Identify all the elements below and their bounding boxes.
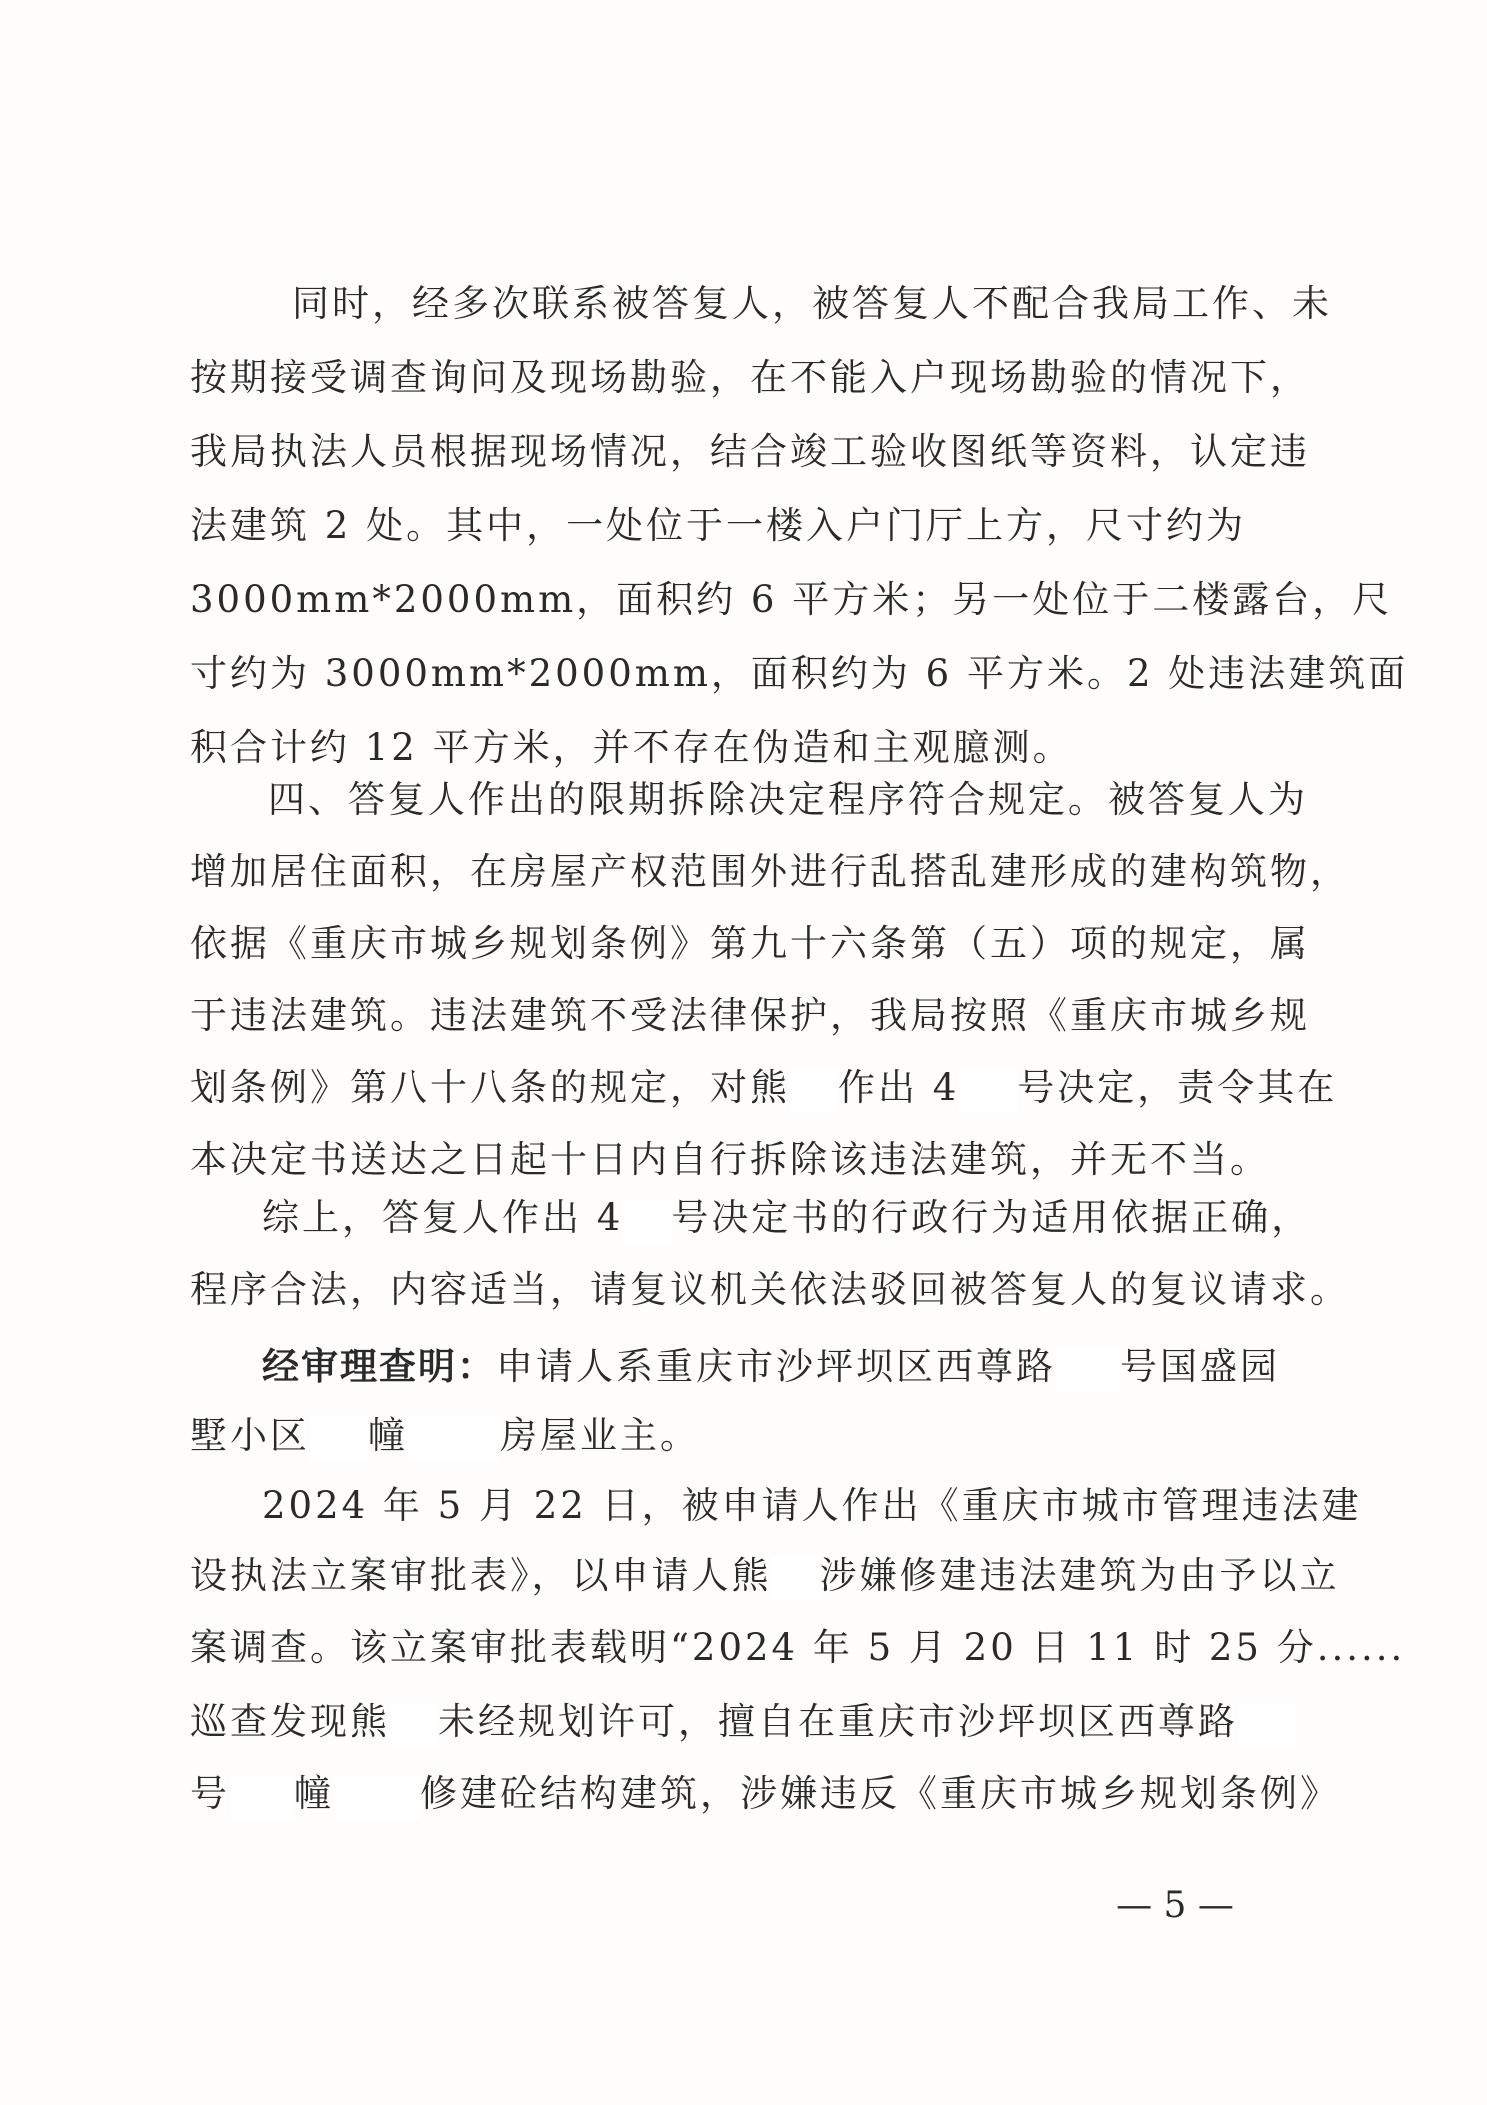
text-line: 依据《重庆市城乡规划条例》第九十六条第（五）项的规定，属	[190, 922, 1310, 965]
redaction-box	[310, 1417, 368, 1461]
text-segment: 幢	[368, 1414, 408, 1457]
text-segment: 号决定书的行政行为适用依据正确，	[671, 1196, 1312, 1239]
text-segment: 涉嫌修建违法建筑为由予以立	[819, 1554, 1340, 1597]
text-segment: 作出 4	[838, 1066, 960, 1109]
text-segment: 墅小区	[190, 1414, 310, 1457]
redaction-box	[334, 1775, 420, 1819]
text-line: 积合计约 12 平方米，并不存在伪造和主观臆测。	[190, 726, 1073, 769]
text-segment: 巡查发现熊	[190, 1700, 390, 1743]
page-number: — 5 —	[1116, 1885, 1234, 1926]
text-segment: 设执法立案审批表》，以申请人熊	[190, 1554, 772, 1597]
section-lead: 经审理查明：	[262, 1344, 496, 1388]
text-line: 按期接受调查询问及现场勘验，在不能入户现场勘验的情况下，	[190, 356, 1310, 399]
text-segment: 号	[190, 1772, 230, 1815]
text-line: 同时，经多次联系被答复人，被答复人不配合我局工作、未	[292, 282, 1332, 325]
text-segment: 申请人系重庆市沙坪坝区西尊路	[496, 1345, 1056, 1388]
text-line: 程序合法，内容适当，请复议机关依法驳回被答复人的复议请求。	[190, 1268, 1350, 1311]
redaction-box	[1056, 1348, 1120, 1392]
text-line: 2024 年 5 月 22 日，被申请人作出《重庆市城市管理违法建	[262, 1484, 1362, 1527]
text-line	[190, 1686, 1315, 1758]
text-line	[190, 1052, 1338, 1124]
text-segment: 划条例》第八十八条的规定，对熊	[190, 1066, 790, 1109]
text-line: 3000mm*2000mm，面积约 6 平方米；另一处位于二楼露台，尺	[190, 578, 1393, 621]
text-line: 我局执法人员根据现场情况，结合竣工验收图纸等资料，认定违	[190, 430, 1310, 473]
text-segment: 号决定，责令其在	[1017, 1066, 1338, 1109]
redaction-box	[390, 1703, 438, 1747]
redaction-box	[959, 1069, 1017, 1113]
redaction-box	[408, 1417, 500, 1461]
redaction-box	[790, 1069, 838, 1113]
text-line: 四、答复人作出的限期拆除决定程序符合规定。被答复人为	[268, 778, 1308, 821]
redaction-box	[772, 1557, 820, 1601]
text-line: 于违法建筑。违法建筑不受法律保护，我局按照《重庆市城乡规	[190, 994, 1310, 1037]
text-segment: 修建砼结构建筑，涉嫌违反《重庆市城乡规划条例》	[420, 1772, 1340, 1815]
text-line: 寸约为 3000mm*2000mm，面积约为 6 平方米。2 处违法建筑面	[190, 652, 1409, 695]
text-line	[190, 1758, 1340, 1830]
text-line: 案调查。该立案审批表载明“2024 年 5 月 20 日 11 时 25 分......	[190, 1626, 1406, 1669]
text-segment: 幢	[294, 1772, 334, 1815]
redaction-box	[623, 1199, 671, 1243]
text-line	[190, 1540, 1340, 1612]
text-segment: 未经规划许可，擅自在重庆市沙坪坝区西尊路	[438, 1700, 1238, 1743]
text-segment: 号国盛园	[1120, 1345, 1280, 1388]
redaction-box	[230, 1775, 294, 1819]
text-segment: 房屋业主。	[500, 1414, 700, 1457]
text-line	[190, 1400, 1315, 1472]
text-line: 本决定书送达之日起十日内自行拆除该违法建筑，并无不当。	[190, 1138, 1270, 1181]
redaction-box	[1238, 1703, 1296, 1747]
text-line: 增加居住面积，在房屋产权范围外进行乱搭乱建形成的建构筑物，	[190, 850, 1350, 893]
text-line	[262, 1330, 1315, 1402]
text-segment: 综上，答复人作出 4	[262, 1196, 624, 1239]
text-line: 法建筑 2 处。其中，一处位于一楼入户门厅上方，尺寸约为	[190, 504, 1247, 547]
text-line	[262, 1182, 1315, 1254]
